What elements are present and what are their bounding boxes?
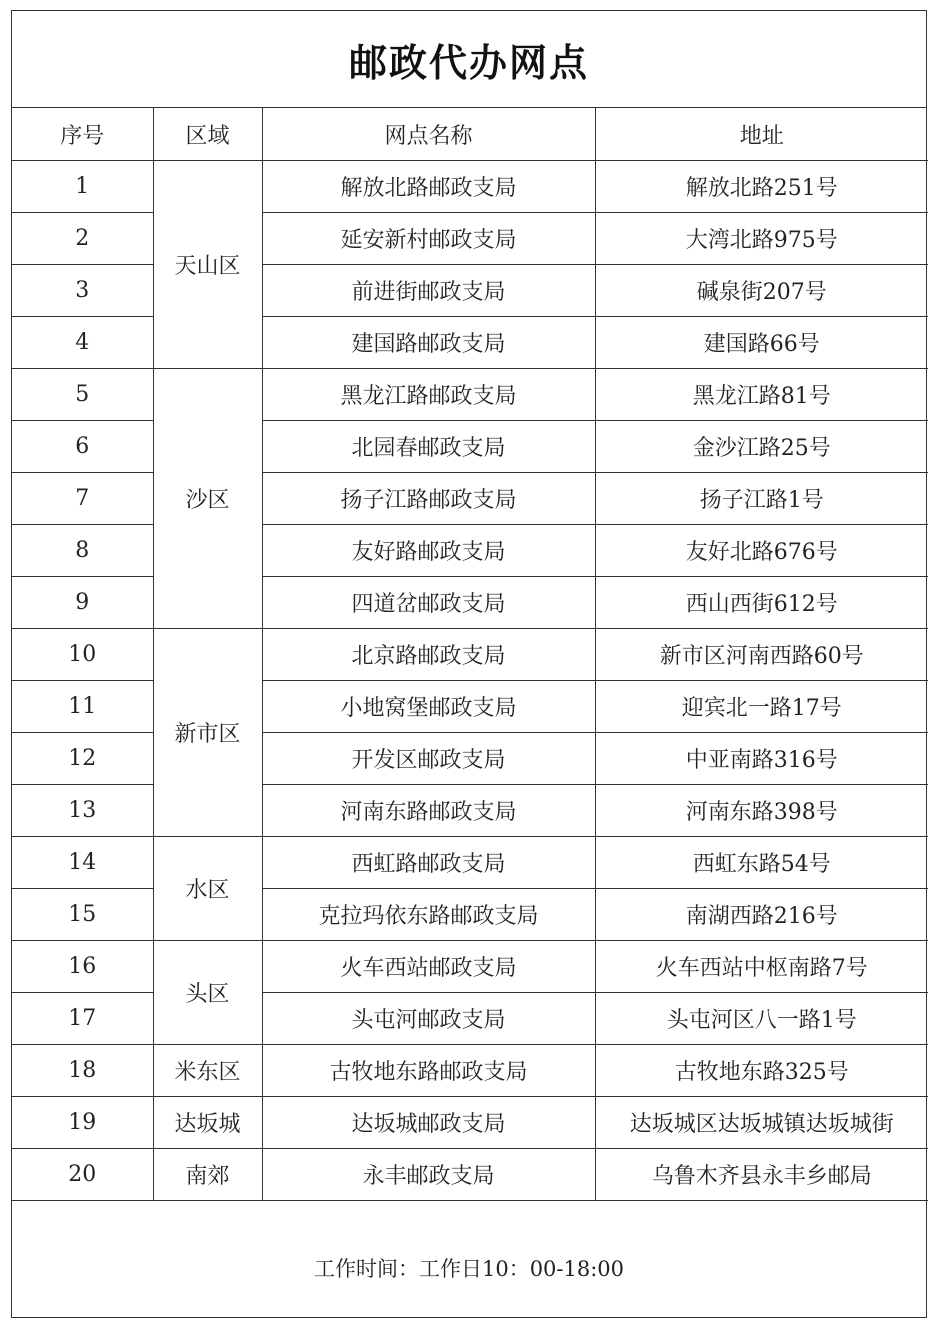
row-number: 13 bbox=[12, 785, 153, 837]
branch-name: 建国路邮政支局 bbox=[262, 317, 595, 369]
header-address: 地址 bbox=[595, 108, 928, 161]
branch-address: 新市区河南西路60号 bbox=[595, 629, 928, 681]
row-number: 2 bbox=[12, 213, 153, 265]
row-number: 16 bbox=[12, 941, 153, 993]
branch-address: 碱泉街207号 bbox=[595, 265, 928, 317]
working-hours-note: 工作时间：工作日10：00-18:00 bbox=[313, 1257, 625, 1281]
district-cell: 米东区 bbox=[153, 1045, 262, 1097]
page-title: 邮政代办网点 bbox=[12, 11, 926, 108]
branch-name: 克拉玛依东路邮政支局 bbox=[262, 889, 595, 941]
table-row bbox=[12, 473, 928, 525]
row-number: 4 bbox=[12, 317, 153, 369]
table-row bbox=[12, 785, 928, 837]
row-number: 20 bbox=[12, 1149, 153, 1201]
row-number: 5 bbox=[12, 369, 153, 421]
table-row bbox=[12, 941, 928, 993]
row-number: 1 bbox=[12, 161, 153, 213]
row-number: 7 bbox=[12, 473, 153, 525]
table-row bbox=[12, 161, 928, 213]
branch-name: 河南东路邮政支局 bbox=[262, 785, 595, 837]
branch-table bbox=[12, 108, 928, 1201]
branch-address: 达坂城区达坂城镇达坂城街 bbox=[595, 1097, 928, 1149]
row-number: 19 bbox=[12, 1097, 153, 1149]
branch-name: 达坂城邮政支局 bbox=[262, 1097, 595, 1149]
branch-name: 永丰邮政支局 bbox=[262, 1149, 595, 1201]
district-cell: 天山区 bbox=[153, 161, 262, 369]
branch-address: 建国路66号 bbox=[595, 317, 928, 369]
branch-address: 西山西街612号 bbox=[595, 577, 928, 629]
branch-name: 开发区邮政支局 bbox=[262, 733, 595, 785]
table-row bbox=[12, 265, 928, 317]
header-district: 区域 bbox=[153, 108, 262, 161]
branch-name: 头屯河邮政支局 bbox=[262, 993, 595, 1045]
table-row bbox=[12, 993, 928, 1045]
table-row bbox=[12, 317, 928, 369]
table-row bbox=[12, 1149, 928, 1201]
table-row bbox=[12, 577, 928, 629]
table-row bbox=[12, 213, 928, 265]
branch-address: 古牧地东路325号 bbox=[595, 1045, 928, 1097]
row-number: 15 bbox=[12, 889, 153, 941]
row-number: 14 bbox=[12, 837, 153, 889]
branch-address: 扬子江路1号 bbox=[595, 473, 928, 525]
district-cell: 水区 bbox=[153, 837, 262, 941]
branch-name: 四道岔邮政支局 bbox=[262, 577, 595, 629]
branch-address: 解放北路251号 bbox=[595, 161, 928, 213]
branch-address: 西虹东路54号 bbox=[595, 837, 928, 889]
branch-name: 小地窝堡邮政支局 bbox=[262, 681, 595, 733]
table-row bbox=[12, 1045, 928, 1097]
table-header-row bbox=[12, 108, 928, 161]
table-row bbox=[12, 369, 928, 421]
branch-address: 迎宾北一路17号 bbox=[595, 681, 928, 733]
header-number: 序号 bbox=[12, 108, 153, 161]
table-row bbox=[12, 681, 928, 733]
branch-name: 北京路邮政支局 bbox=[262, 629, 595, 681]
row-number: 9 bbox=[12, 577, 153, 629]
row-number: 3 bbox=[12, 265, 153, 317]
branch-name: 西虹路邮政支局 bbox=[262, 837, 595, 889]
branch-address: 南湖西路216号 bbox=[595, 889, 928, 941]
table-body bbox=[12, 161, 928, 1201]
branch-name: 火车西站邮政支局 bbox=[262, 941, 595, 993]
district-cell: 达坂城 bbox=[153, 1097, 262, 1149]
table-row bbox=[12, 421, 928, 473]
table-row bbox=[12, 889, 928, 941]
table-row bbox=[12, 629, 928, 681]
branch-address: 友好北路676号 bbox=[595, 525, 928, 577]
branch-address: 河南东路398号 bbox=[595, 785, 928, 837]
branch-name: 友好路邮政支局 bbox=[262, 525, 595, 577]
branch-address: 火车西站中枢南路7号 bbox=[595, 941, 928, 993]
branch-address: 金沙江路25号 bbox=[595, 421, 928, 473]
row-number: 11 bbox=[12, 681, 153, 733]
branch-name: 古牧地东路邮政支局 bbox=[262, 1045, 595, 1097]
table-row bbox=[12, 733, 928, 785]
row-number: 17 bbox=[12, 993, 153, 1045]
district-cell: 头区 bbox=[153, 941, 262, 1045]
branch-address: 中亚南路316号 bbox=[595, 733, 928, 785]
row-number: 6 bbox=[12, 421, 153, 473]
district-cell: 新市区 bbox=[153, 629, 262, 837]
row-number: 8 bbox=[12, 525, 153, 577]
branch-address: 黑龙江路81号 bbox=[595, 369, 928, 421]
branch-address: 头屯河区八一路1号 bbox=[595, 993, 928, 1045]
branch-name: 前进街邮政支局 bbox=[262, 265, 595, 317]
header-branch-name: 网点名称 bbox=[262, 108, 595, 161]
branch-name: 延安新村邮政支局 bbox=[262, 213, 595, 265]
row-number: 18 bbox=[12, 1045, 153, 1097]
document-frame bbox=[11, 10, 927, 1318]
branch-address: 乌鲁木齐县永丰乡邮局 bbox=[595, 1149, 928, 1201]
branch-name: 北园春邮政支局 bbox=[262, 421, 595, 473]
table-row bbox=[12, 525, 928, 577]
branch-name: 解放北路邮政支局 bbox=[262, 161, 595, 213]
row-number: 10 bbox=[12, 629, 153, 681]
table-row bbox=[12, 1097, 928, 1149]
table-row bbox=[12, 837, 928, 889]
row-number: 12 bbox=[12, 733, 153, 785]
district-cell: 沙区 bbox=[153, 369, 262, 629]
branch-address: 大湾北路975号 bbox=[595, 213, 928, 265]
branch-name: 黑龙江路邮政支局 bbox=[262, 369, 595, 421]
branch-name: 扬子江路邮政支局 bbox=[262, 473, 595, 525]
district-cell: 南郊 bbox=[153, 1149, 262, 1201]
